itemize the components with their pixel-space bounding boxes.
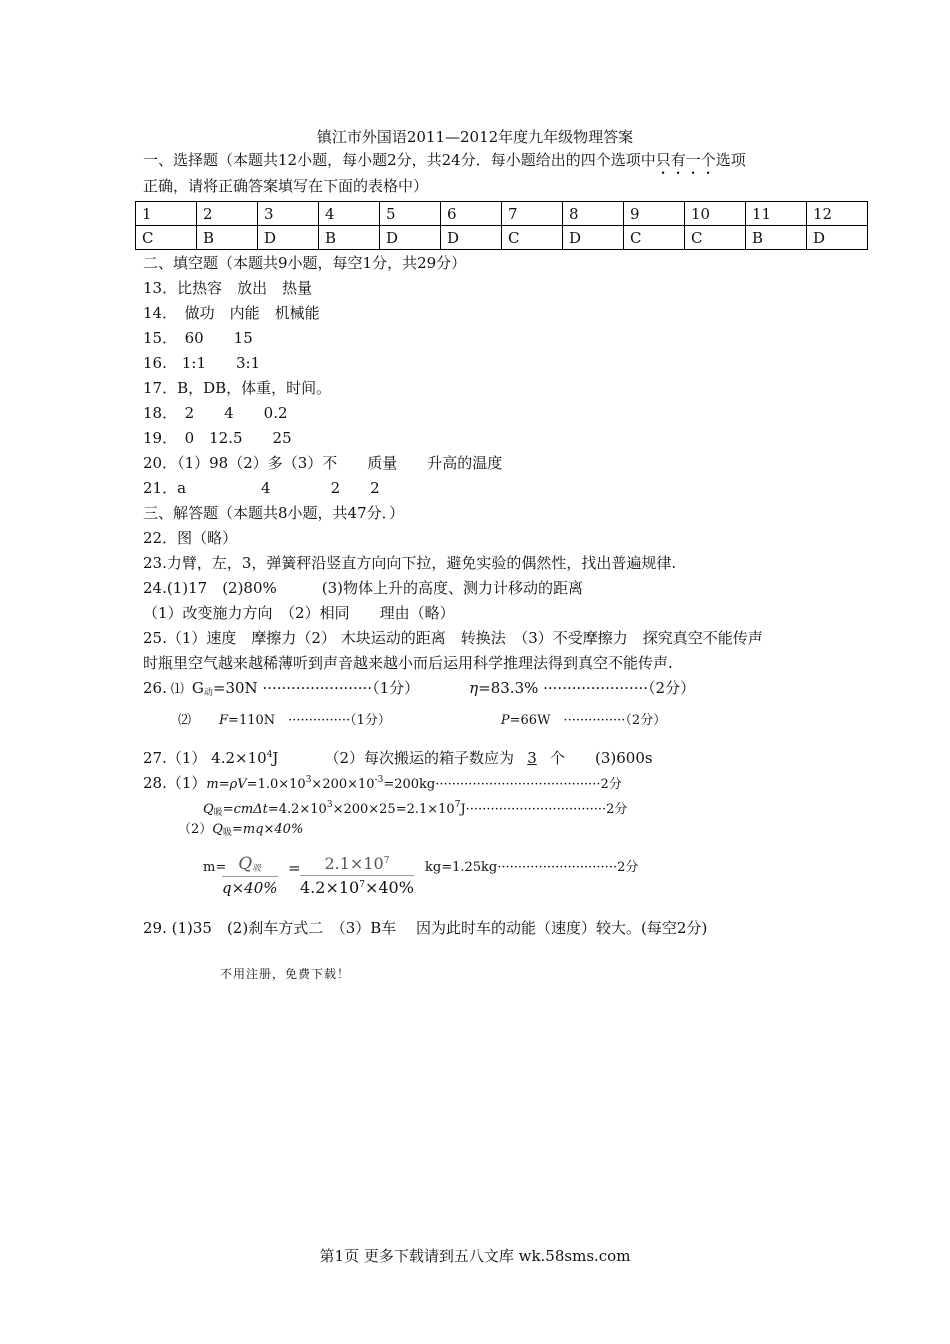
answer-25b: 时瓶里空气越来越稀薄听到声音越来越小而后运用科学推理法得到真空不能传声. <box>143 654 673 672</box>
answer-21: 21．a 4 2 2 <box>143 479 380 497</box>
table-cell: 10 <box>685 202 746 226</box>
document-title: 镇江市外国语2011—2012年度九年级物理答案 <box>316 128 634 146</box>
table-cell: C <box>136 226 197 250</box>
answer-26a: 26. ⑴ $G_动=30N \cdot\cdot\cdot\cdot\cdot\cdot\cdot\cdot\cdot\cdot\cdot\cdot\cdot\cdot\cdot\cdot\cdot\cdot\cdot\cdot\cdot\cdot\cdot(1$分） η=83.3% ······················（2分） <box>143 679 696 698</box>
table-cell: 4 <box>319 202 380 226</box>
table-cell: D <box>563 226 624 250</box>
answer-29: 29. (1)35 (2)刹车方式二 （3）B车 因为此时车的动能（速度）较大。(每空2分) <box>143 919 708 937</box>
section1-intro: 一、选择题（本题共12小题，每小题2分，共24分．每小题给出的四个选项中只有一个选项 <box>143 151 746 169</box>
table-row-numbers <box>136 202 868 226</box>
table-cell: 7 <box>502 202 563 226</box>
table-cell: 2 <box>197 202 258 226</box>
emphasis-text: 只有一个 <box>655 151 716 169</box>
answer-25a: 25.（1）速度 摩擦力（2） 木块运动的距离 转换法 （3）不受摩擦力 探究真空不能传声 <box>143 629 763 647</box>
table-cell: 11 <box>746 202 807 226</box>
table-cell: D <box>380 226 441 250</box>
fraction-2: $\frac{2.1\times 10^7}{4.2\times 10^7\times 40\%}$ <box>300 854 414 897</box>
fraction-1: $Q_吸$ q×40% <box>222 854 278 897</box>
answer-15: 15． 60 15 <box>143 329 253 347</box>
table-cell: 6 <box>441 202 502 226</box>
table-cell: C <box>502 226 563 250</box>
table-cell: 9 <box>624 202 685 226</box>
answer-table <box>135 201 868 250</box>
answer-28a: $28.(1)m=\rho V=1.0\times 10^3\times 200\times 10^{-3}=200kg\cdot\cdot\cdot\cdot\cdot\cdot\cdot\cdot\cdot\cdot\cdot\cdot\cdot\cdot\cdot\cdot\cdot\cdot\cdot\cdot\cdot\cdot\cdot\cdot\cdot\cdot\cdot\cdot\cdot\cdot\cdot\cdot\cdot\cdot\cdot\cdot\cdot\cdot\cdot\cdot 2$分 <box>143 774 622 792</box>
answer-28d-result: kg=1.25kg·····························2分 <box>425 860 639 875</box>
download-note: 不用注册，免费下载！ <box>220 967 351 981</box>
table-cell: B <box>319 226 380 250</box>
answer-18: 18． 2 4 0.2 <box>143 404 288 422</box>
answer-27: 27.（1） $4.2\times 10^4J$ （2）每次搬运的箱子数应为 3 个 (3)600s <box>143 749 653 767</box>
answer-17: 17．B，DB，体重，时间。 <box>143 379 332 397</box>
table-cell: D <box>258 226 319 250</box>
section2-heading: 二、填空题（本题共9小题，每空1分，共29分） <box>143 254 467 272</box>
table-cell: C <box>685 226 746 250</box>
answer-24b: （1）改变施力方向 （2）相同 理由（略） <box>143 604 455 622</box>
page-footer: 第1页 更多下载请到五八文库 wk.58sms.com <box>319 1247 631 1265</box>
answer-24a: 24.(1)17 (2)80% (3)物体上升的高度、测力计移动的距离 <box>143 579 584 597</box>
section3-heading: 三、解答题（本题共8小题，共47分．） <box>143 504 405 522</box>
answer-16: 16. 1:1 3:1 <box>143 354 261 372</box>
answer-19: 19． 0 12.5 25 <box>143 429 292 447</box>
table-cell: D <box>441 226 502 250</box>
table-cell: C <box>624 226 685 250</box>
answer-13: 13．比热容 放出 热量 <box>143 279 313 297</box>
answer-20: 20．（1）98（2）多（3）不 质量 升高的温度 <box>143 454 503 472</box>
table-row-answers <box>136 226 868 250</box>
table-cell: 8 <box>563 202 624 226</box>
answer-28c: $(2)Q_吸=mq\times 40\%$ <box>178 822 304 838</box>
table-cell: 12 <box>807 202 868 226</box>
table-cell: 5 <box>380 202 441 226</box>
table-cell: B <box>197 226 258 250</box>
formula-equals: = <box>288 859 301 877</box>
section1-intro-line2: 正确，请将正确答案填写在下面的表格中） <box>143 177 429 195</box>
table-cell: D <box>807 226 868 250</box>
blank-answer: 3 <box>527 749 537 767</box>
answer-28b: $Q_吸=cm\Delta t=4.2\times 10^3\times 200\times 25=2.1\times 10^7J\cdot\cdot\cdot\cdot\cdot\cdot\cdot\cdot\cdot\cdot\cdot\cdot\cdot\cdot\cdot\cdot\cdot\cdot\cdot\cdot\cdot\cdot\cdot\cdot\cdot\cdot\cdot\cdot\cdot\cdot\cdot\cdot\cdot\cdot 2$分 <box>203 800 628 818</box>
table-cell: 1 <box>136 202 197 226</box>
answer-14: 14． 做功 内能 机械能 <box>143 304 320 322</box>
answer-26b: ⑵ F=110N ···············（1分） P=66W ···············（2分） <box>178 713 667 728</box>
formula-m-label: m= <box>203 860 227 875</box>
answer-23: 23.力臂，左，3，弹簧秤沿竖直方向向下拉，避免实验的偶然性，找出普遍规律. <box>143 554 677 572</box>
table-cell: 3 <box>258 202 319 226</box>
answer-22: 22．图（略） <box>143 529 238 547</box>
table-cell: B <box>746 226 807 250</box>
